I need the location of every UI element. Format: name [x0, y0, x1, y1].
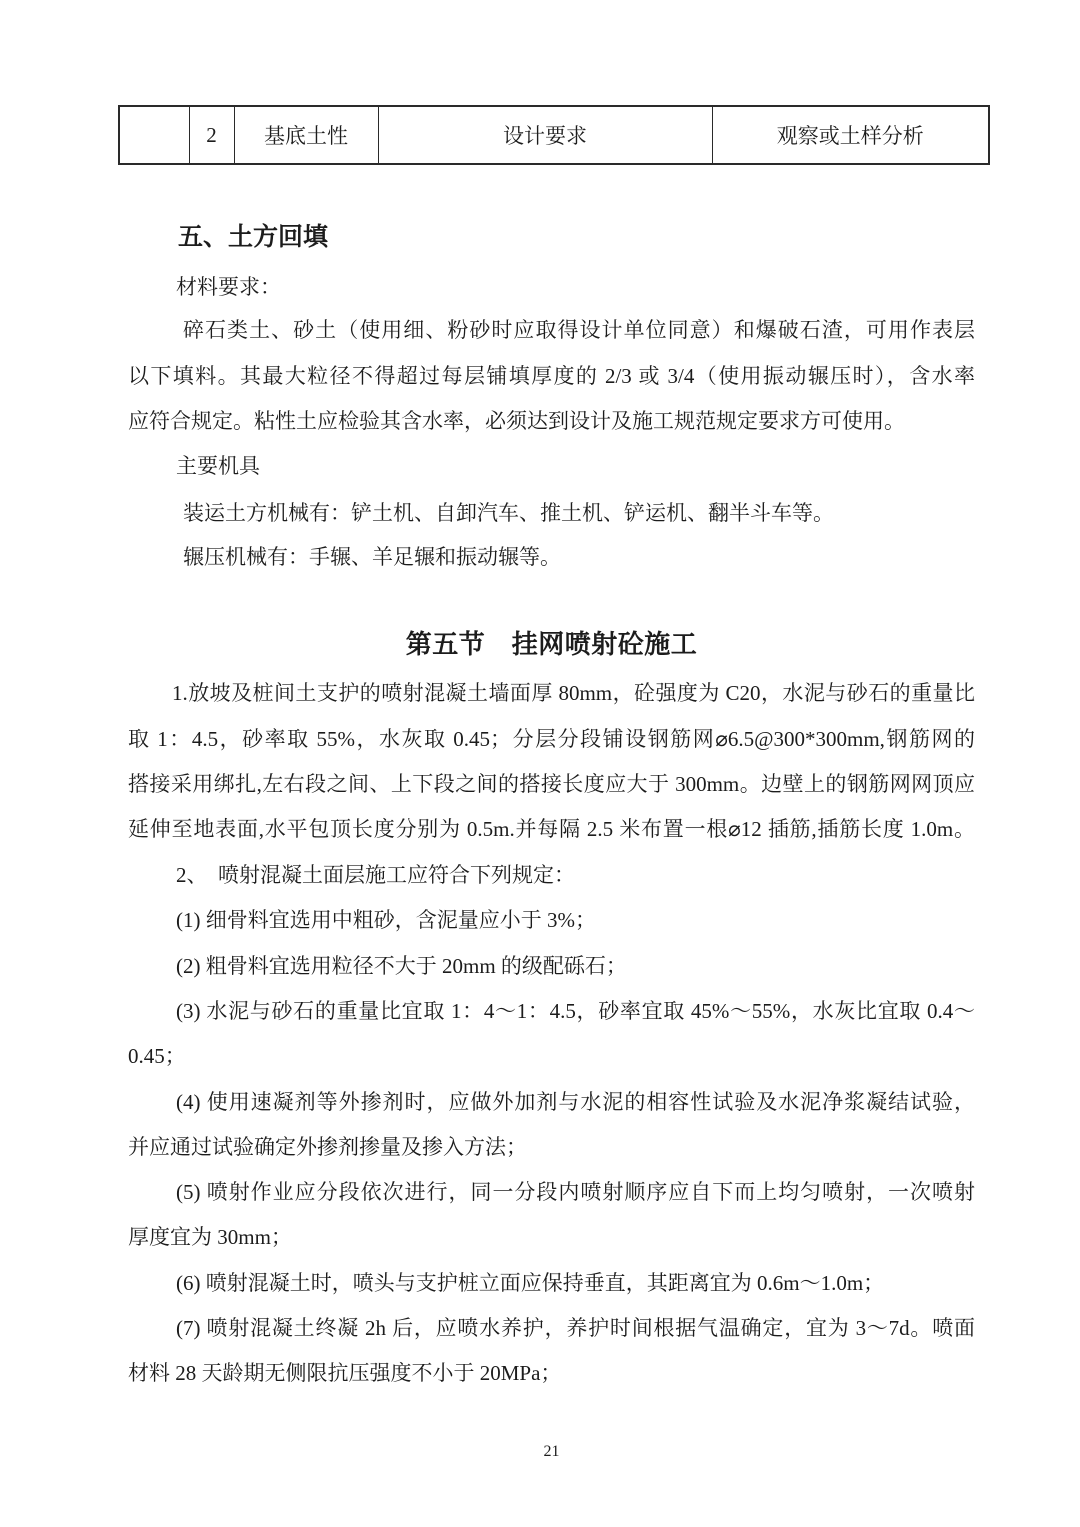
rule-line: 厚度宜为 30mm； — [128, 1225, 292, 1249]
inspection-table — [118, 105, 990, 165]
paragraph-line: 以下填料。其最大粒径不得超过每层铺填厚度的 2/3 或 3/4（使用振动辗压时），含水率 — [128, 364, 975, 388]
tools-label: 主要机具 — [176, 454, 260, 478]
rule-line: (6) 喷射混凝土时，喷头与支护桩立面应保持垂直，其距离宜为 0.6m～1.0m； — [176, 1271, 885, 1295]
section-heading-shotcrete: 第五节 挂网喷射砼施工 — [405, 630, 698, 659]
section-heading-backfill: 五、土方回填 — [178, 224, 329, 251]
rule-line: 并应通过试验确定外掺剂掺量及掺入方法； — [128, 1135, 527, 1159]
item2-title: 2、 喷射混凝土面层施工应符合下列规定： — [176, 863, 575, 887]
rule-line: (3) 水泥与砂石的重量比宜取 1：4～1：4.5，砂率宜取 45%～55%，水灰比宜取 0.4～ — [176, 999, 975, 1023]
rule-line: (7) 喷射混凝土终凝 2h 后，应喷水养护，养护时间根据气温确定，宜为 3～7d。喷面 — [176, 1316, 975, 1340]
table-row — [119, 106, 989, 164]
table-cell-requirement: 设计要求 — [378, 106, 712, 164]
rule-line: 0.45； — [128, 1044, 186, 1068]
paragraph-line: 1.放坡及桩间土支护的喷射混凝土墙面厚 80mm，砼强度为 C20，水泥与砂石的重量比 — [172, 681, 975, 705]
table-cell-method: 观察或土样分析 — [712, 106, 989, 164]
paragraph-line: 取 1：4.5，砂率取 55%，水灰取 0.45；分层分段铺设钢筋网⌀6.5@300*300mm,钢筋网的 — [128, 727, 975, 751]
paragraph-line: 装运土方机械有：铲土机、自卸汽车、推土机、铲运机、翻半斗车等。 — [183, 501, 834, 525]
paragraph-line: 搭接采用绑扎,左右段之间、上下段之间的搭接长度应大于 300mm。边壁上的钢筋网网顶应 — [128, 772, 975, 796]
page-number: 21 — [543, 1443, 560, 1460]
rule-line: (1) 细骨料宜选用中粗砂，含泥量应小于 3%； — [176, 908, 596, 932]
paragraph-line: 延伸至地表面,水平包顶长度分别为 0.5m.并每隔 2.5 米布置一根⌀12 插筋,插筋长度 1.0m。 — [128, 817, 975, 841]
paragraph-line: 碎石类土、砂土（使用细、粉砂时应取得设计单位同意）和爆破石渣，可用作表层 — [183, 318, 975, 342]
table-cell-item: 基底土性 — [234, 106, 378, 164]
paragraph-line: 辗压机械有：手辗、羊足辗和振动辗等。 — [183, 545, 561, 569]
rule-line: (4) 使用速凝剂等外掺剂时，应做外加剂与水泥的相容性试验及水泥净浆凝结试验， — [176, 1090, 975, 1114]
rule-line: (5) 喷射作业应分段依次进行，同一分段内喷射顺序应自下而上均匀喷射，一次喷射 — [176, 1180, 975, 1204]
rule-line: (2) 粗骨料宜选用粒径不大于 20mm 的级配砾石； — [176, 954, 627, 978]
table-cell-no: 2 — [189, 106, 234, 164]
rule-line: 材料 28 天龄期无侧限抗压强度不小于 20MPa； — [128, 1361, 562, 1385]
table-cell-empty — [119, 106, 189, 164]
materials-label: 材料要求： — [176, 275, 281, 299]
paragraph-line: 应符合规定。粘性土应检验其含水率，必须达到设计及施工规范规定要求方可使用。 — [128, 409, 905, 433]
